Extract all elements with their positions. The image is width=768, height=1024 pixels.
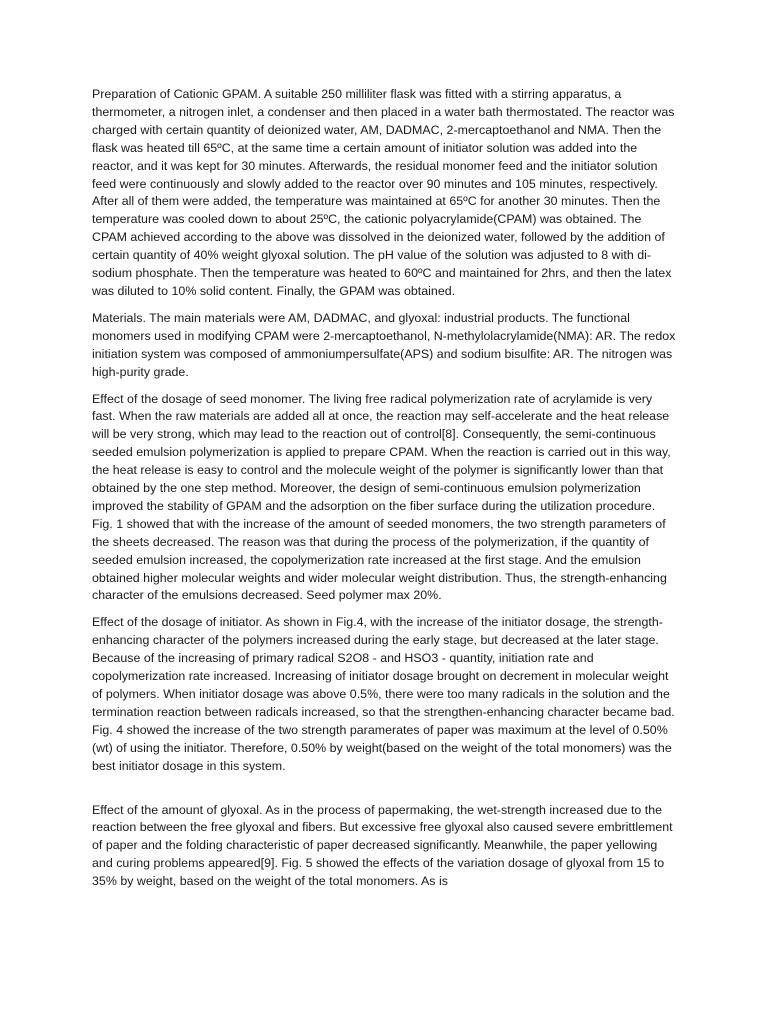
document-page [92,86,678,900]
paragraph-materials: Materials. The main materials were AM, DADMAC, and glyoxal: industrial products. The functional monomers used in modifying CPAM were 2-mercaptoethanol, N-methylolacrylamide(NMA): AR. The redox initiation system was composed of ammoniumpersulfate(APS) and sodium bisulfite: AR. The nitrogen was high-purity grade. [92,310,676,379]
paragraph-effect-seed-monomer: Effect of the dosage of seed monomer. The living free radical polymerization rate of acrylamide is very fast. When the raw materials are added all at once, the reaction may self-accelerate and the heat release will be very strong, which may lead to the reaction out of control[8]. Consequently, the semi-continuous seeded emulsion polymerization is applied to prepare CPAM. When the reaction is carried out in this way, the heat release is easy to control and the molecule weight of the polymer is significantly lower than that obtained by the one step method. Moreover, the design of semi-continuous emulsion polymerization improved the stability of GPAM and the adsorption on the fiber surface during the utilization procedure. Fig. 1 showed that with the increase of the amount of seeded monomers, the two strength parameters of the sheets decreased. The reason was that during the process of the polymerization, if the quantity of seeded emulsion increased, the copolymerization rate increased at the first stage. And the emulsion obtained higher molecular weights and wider molecular weight distribution. Thus, the strength-enhancing character of the emulsions decreased. Seed polymer max 20%. [92,391,671,603]
paragraph-effect-initiator: Effect of the dosage of initiator. As shown in Fig.4, with the increase of the initiator dosage, the strength-enhancing character of the polymers increased during the early stage, but decreased at the later stage. Because of the increasing of primary radical S2O8 - and HSO3 - quantity, initiation rate and copolymerization rate increased. Increasing of initiator dosage brought on decrement in molecular weight of polymers. When initiator dosage was above 0.5%, there were too many radicals in the solution and the termination reaction between radicals increased, so that the strengthen-enhancing character became bad. Fig. 4 showed the increase of the two strength paramerates of paper was maximum at the level of 0.50%(wt) of using the initiator. Therefore, 0.50% by weight(based on the weight of the total monomers) was the best initiator dosage in this system. [92,615,675,773]
paragraph-effect-glyoxal: Effect of the amount of glyoxal. As in the process of papermaking, the wet-strength increased due to the reaction between the free glyoxal and fibers. But excessive free glyoxal also caused severe embrittlement of paper and the folding characteristic of paper decreased significantly. Meanwhile, the paper yellowing and curing problems appeared[9]. Fig. 5 showed the effects of the variation dosage of glyoxal from 15 to 35% by weight, based on the weight of the total monomers. As is [92,802,673,889]
paragraph-preparation-cationic-gpam: Preparation of Cationic GPAM. A suitable 250 milliliter flask was fitted with a stirring apparatus, a thermometer, a nitrogen inlet, a condenser and then placed in a water bath thermostated. The reactor was charged with certain quantity of deionized water, AM, DADMAC, 2-mercaptoethanol and NMA. Then the flask was heated till 65ºC, at the same time a certain amount of initiator solution was added into the reactor, and it was kept for 30 minutes. Afterwards, the residual monomer feed and the initiator solution feed were continuously and slowly added to the reactor over 90 minutes and 105 minutes, respectively. After all of them were added, the temperature was maintained at 65ºC for another 30 minutes. Then the temperature was cooled down to about 25ºC, the cationic polyacrylamide(CPAM) was obtained. The CPAM achieved according to the above was dissolved in the deionized water, followed by the addition of certain quantity of 40% weight glyoxal solution. The pH value of the solution was adjusted to 8 with di-sodium phosphate. Then the temperature was heated to 60ºC and maintained for 2hrs, and then the latex was diluted to 10% solid content. Finally, the GPAM was obtained. [92,87,675,298]
